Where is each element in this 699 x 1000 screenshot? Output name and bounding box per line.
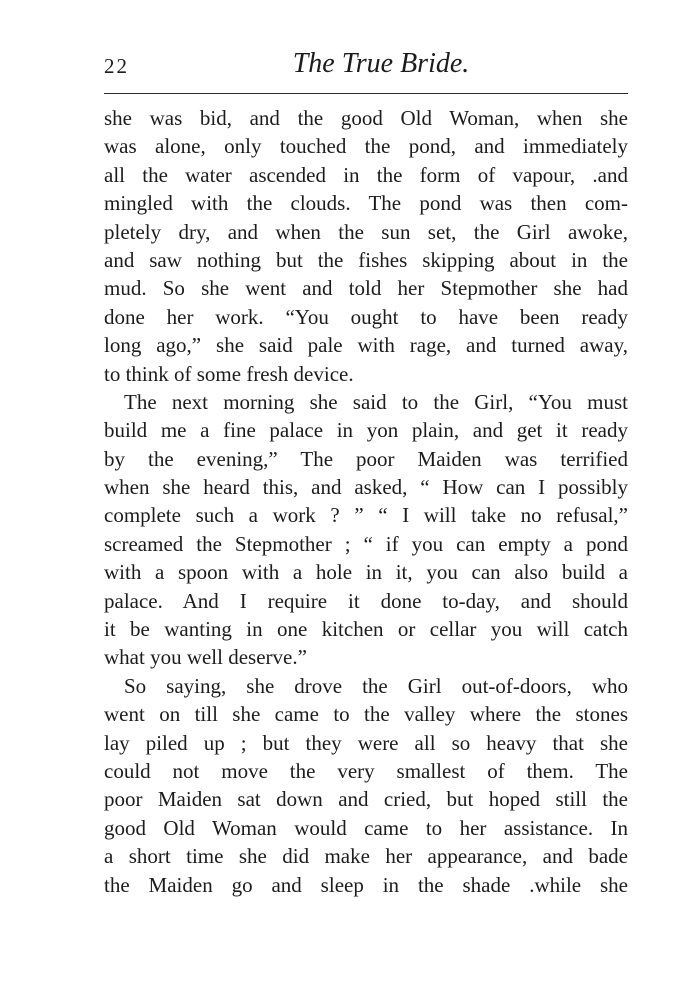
- text-line: So saying, she drove the Girl out-of-doors, who: [124, 673, 628, 698]
- text-line: a short time she did make her appearance, and bade: [104, 844, 628, 869]
- text-line: what you well deserve.”: [104, 645, 307, 670]
- text-line: by the evening,” The poor Maiden was terrified: [104, 446, 628, 471]
- text-line: poor Maiden sat down and cried, but hoped still the: [104, 787, 628, 812]
- text-line: went on till she came to the valley where the stones: [104, 702, 628, 727]
- text-line: long ago,” she said pale with rage, and turned away,: [104, 333, 628, 358]
- text-line: The next morning she said to the Girl, “You must: [124, 389, 628, 414]
- text-line: it be wanting in one kitchen or cellar you will catch: [104, 617, 628, 642]
- body-text: [104, 104, 628, 899]
- text-line: done her work. “You ought to have been ready: [104, 304, 628, 329]
- text-line: to think of some fresh device.: [104, 361, 354, 386]
- text-line: build me a fine palace in yon plain, and get it ready: [104, 418, 628, 443]
- text-line: she was bid, and the good Old Woman, when she: [104, 106, 628, 130]
- text-line: the Maiden go and sleep in the shade .while she: [104, 872, 628, 897]
- header-rule: [104, 93, 628, 94]
- page-header: [104, 46, 628, 86]
- text-line: could not move the very smallest of them. The: [104, 758, 628, 783]
- text-line: was alone, only touched the pond, and immediately: [104, 134, 628, 159]
- text-line: when she heard this, and asked, “ How can I possibly: [104, 475, 628, 500]
- text-line: mud. So she went and told her Stepmother she had: [104, 276, 628, 301]
- running-title: The True Bride.: [292, 48, 470, 79]
- text-line: complete such a work ? ” “ I will take no refusal,”: [104, 503, 628, 528]
- text-line: pletely dry, and when the sun set, the Girl awoke,: [104, 219, 628, 244]
- page-number: 22: [104, 54, 129, 78]
- text-line: all the water ascended in the form of vapour, .and: [104, 162, 628, 187]
- text-line: mingled with the clouds. The pond was then com-: [104, 191, 628, 216]
- text-line: palace. And I require it done to-day, and should: [104, 588, 628, 613]
- text-line: good Old Woman would came to her assistance. In: [104, 815, 628, 840]
- text-line: and saw nothing but the fishes skipping about in the: [104, 247, 628, 272]
- text-line: lay piled up ; but they were all so heavy that she: [104, 730, 628, 755]
- text-line: screamed the Stepmother ; “ if you can empty a pond: [104, 531, 628, 556]
- text-line: with a spoon with a hole in it, you can also build a: [104, 560, 628, 585]
